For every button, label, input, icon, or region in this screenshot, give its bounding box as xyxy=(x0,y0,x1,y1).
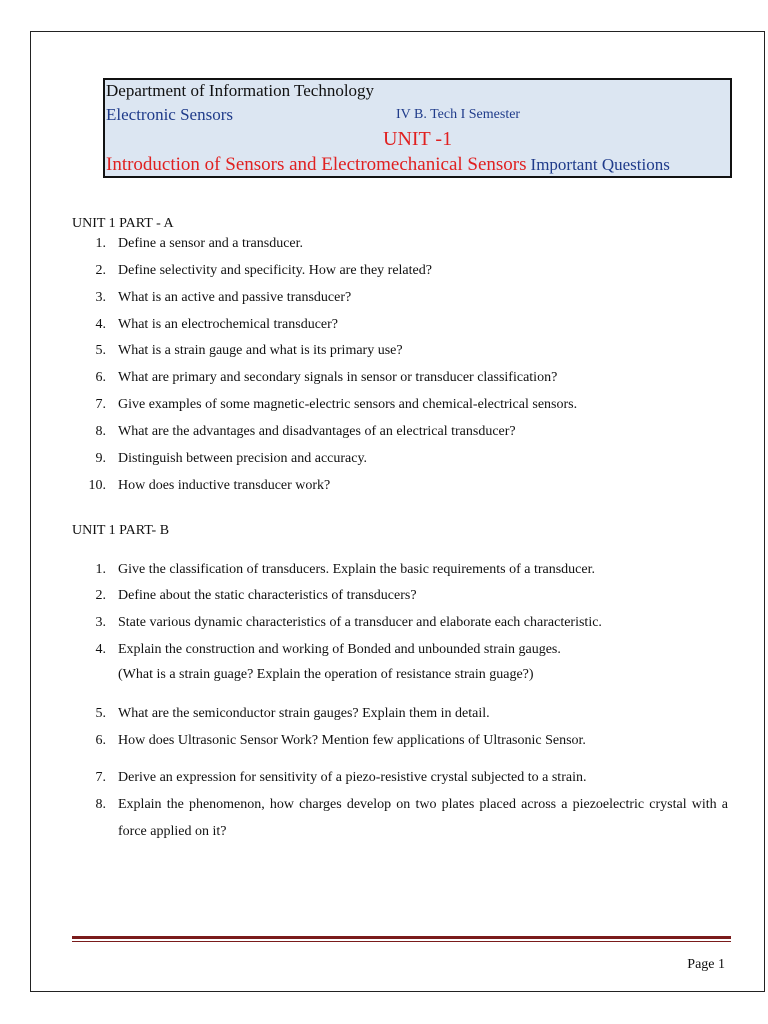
question-4-subnote: (What is a strain guage? Explain the operation of resistance strain guage?) xyxy=(118,667,534,682)
question-number: 8. xyxy=(95,424,106,439)
question-number: 4. xyxy=(95,642,106,657)
footer-rule-thin xyxy=(72,941,731,942)
semester-label: IV B. Tech I Semester xyxy=(396,107,521,122)
question-number: 3. xyxy=(95,615,106,630)
part-a-title: UNIT 1 PART - A xyxy=(72,216,174,231)
question-text: Give the classification of transducers. Explain the basic requirements of a transducer. xyxy=(118,562,595,577)
question-text: How does inductive transducer work? xyxy=(118,478,331,493)
question-number: 6. xyxy=(95,733,106,748)
question-number: 2. xyxy=(95,263,106,278)
question-text: Give examples of some magnetic-electric sensors and chemical-electrical sensors. xyxy=(118,397,578,412)
question-text: What are the advantages and disadvantages of an electrical transducer? xyxy=(118,424,516,439)
page-number: Page 1 xyxy=(687,957,725,972)
topic-title: Introduction of Sensors and Electromechanical Sensors xyxy=(106,154,527,175)
question-number: 3. xyxy=(95,290,106,305)
question-number: 1. xyxy=(95,562,106,577)
question-number: 6. xyxy=(95,370,106,385)
question-text: Define a sensor and a transducer. xyxy=(118,236,304,251)
header-box xyxy=(103,78,732,178)
question-number: 4. xyxy=(95,317,106,332)
question-number: 5. xyxy=(95,343,106,358)
question-text: Distinguish between precision and accuracy. xyxy=(118,451,368,466)
unit-title: UNIT -1 xyxy=(383,128,453,150)
question-text: Derive an expression for sensitivity of a piezo-resistive crystal subjected to a strain. xyxy=(118,770,587,785)
question-text: What is an active and passive transducer? xyxy=(118,290,352,305)
question-text: State various dynamic characteristics of a transducer and elaborate each characteristic. xyxy=(118,615,602,630)
question-text: Explain the construction and working of Bonded and unbounded strain gauges. xyxy=(118,642,561,657)
question-text: Explain the phenomenon, how charges develop on two plates placed across a piezoelectric crystal with a force applied on it? xyxy=(118,797,728,839)
question-text: What are primary and secondary signals in sensor or transducer classification? xyxy=(118,370,558,385)
question-number: 7. xyxy=(95,397,106,412)
question-text: Define selectivity and specificity. How are they related? xyxy=(118,263,432,278)
footer-rule xyxy=(72,936,731,939)
question-text: How does Ultrasonic Sensor Work? Mention few applications of Ultrasonic Sensor. xyxy=(118,733,586,748)
question-number: 1. xyxy=(95,236,106,251)
question-number: 8. xyxy=(95,797,106,812)
question-text: What is a strain gauge and what is its primary use? xyxy=(118,343,403,358)
question-number: 5. xyxy=(95,706,106,721)
question-number: 7. xyxy=(95,770,106,785)
important-questions-label: Important Questions xyxy=(530,155,670,174)
question-number: 9. xyxy=(95,451,106,466)
department-name: Department of Information Technology xyxy=(106,81,375,100)
part-b-title: UNIT 1 PART- B xyxy=(72,523,170,538)
question-text: What are the semiconductor strain gauges? Explain them in detail. xyxy=(118,706,490,721)
course-name: Electronic Sensors xyxy=(106,105,233,124)
topic-row xyxy=(106,154,670,176)
question-number: 2. xyxy=(95,588,106,603)
question-text: What is an electrochemical transducer? xyxy=(118,317,338,332)
question-text: Define about the static characteristics of transducers? xyxy=(118,588,417,603)
question-number: 10. xyxy=(88,478,106,493)
